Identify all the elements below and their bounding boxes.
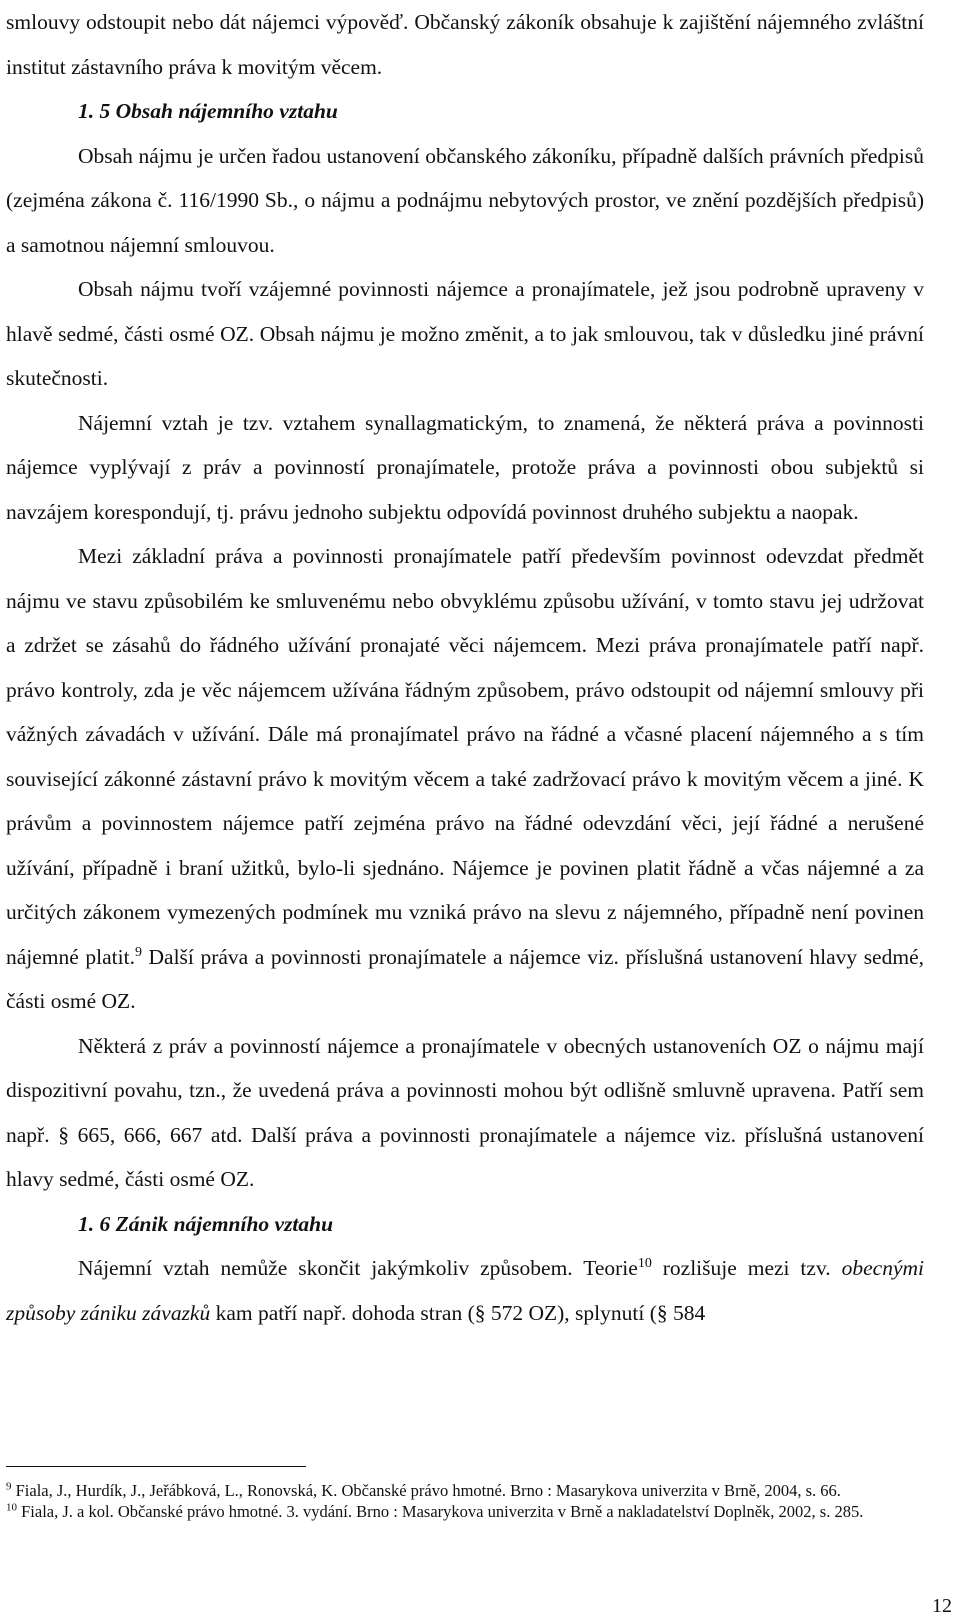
paragraph-termination: [6, 1246, 924, 1335]
footnote-separator: [6, 1466, 306, 1467]
emphasis-text: obecnými způsoby zániku závazků: [6, 1256, 924, 1325]
footnote-ref-9[interactable]: 9: [134, 944, 142, 960]
footnote-mark: 9: [6, 1480, 12, 1493]
paragraph-text: rozlišuje mezi tzv.: [651, 1256, 842, 1280]
paragraph-continuation: smlouvy odstoupit nebo dát nájemci výpověď. Občanský zákoník obsahuje k zajištění nájemného zvláštní institut zástavního práva k movitým věcem.: [6, 10, 924, 79]
paragraph-dispositive: Některá z práv a povinností nájemce a pronajímatele v obecných ustanoveních OZ o nájmu mají dispozitivní povahu, tzn., že uvedená práva a povinnosti mohou být odlišně smluvně upravena. Patří sem např. § 665, 666, 667 atd. Další práva a povinnosti pronajímatele a nájemce viz. příslušná ustanovení hlavy sedmé, části osmé OZ.: [6, 1033, 924, 1191]
page-body: [6, 0, 924, 1335]
paragraph-text: Nájemní vztah nemůže skončit jakýmkoliv způsobem. Teorie: [78, 1256, 638, 1280]
paragraph-text: Mezi základní práva a povinnosti pronajímatele patří především povinnost odevzdat předmět nájmu ve stavu způsobilém ke smluvenému nebo obvyklému způsobu užívání, v tomto stavu jej udržovat a zdržet se zásahů do řádného užívání pronajaté věci nájemcem. Mezi práva pronajímatele patří např. právo kontroly, zda je věc nájemcem užívána řádným způsobem, právo odstoupit od nájemní smlouvy při vážných závadách v užívání. Dále má pronajímatel právo na řádné a včasné placení nájemného a s tím související zákonné zástavní právo k movitým věcem a také zadržovací právo k movitým věcem a jiné. K právům a povinnostem nájemce patří zejména právo na řádné odevzdání věci, její řádné a nerušené užívání, případně i braní užitků, bylo-li sjednáno. Nájemce je povinen platit řádně a včas nájemné a za určitých zákonem vymezených podmínek mu vzniká právo na slevu z nájemného, případně není povinen nájemné platit.: [6, 544, 924, 969]
footnote-ref-10[interactable]: 10: [637, 1255, 652, 1271]
section-heading-1-5: 1. 5 Obsah nájemního vztahu: [78, 99, 338, 123]
footnote-10: [6, 1502, 924, 1523]
footnote-mark: 10: [6, 1501, 17, 1513]
page-number: 12: [932, 1595, 952, 1617]
footnote-9: [6, 1481, 924, 1502]
paragraph-lease-content: Obsah nájmu je určen řadou ustanovení občanského zákoníku, případně dalších právních předpisů (zejména zákona č. 116/1990 Sb., o nájmu a podnájmu nebytových prostor, ve znění pozdějších předpisů) a samotnou nájemní smlouvou.: [6, 143, 924, 257]
paragraph-text: kam patří např. dohoda stran (§ 572 OZ), splynutí (§ 584: [210, 1300, 706, 1325]
section-heading-1-6: 1. 6 Zánik nájemního vztahu: [78, 1211, 334, 1236]
paragraph-text: Další práva a povinnosti pronajímatele a nájemce viz. příslušná ustanovení hlavy sedmé, části osmé OZ.: [6, 944, 924, 1013]
footnote-text: Fiala, J., Hurdík, J., Jeřábková, L., Ronovská, K. Občanské právo hmotné. Brno : Masarykova univerzita v Brně, 2004, s. 66.: [11, 1481, 841, 1500]
paragraph-landlord-rights: [6, 534, 924, 1024]
footnotes: [6, 1481, 924, 1522]
paragraph-mutual-duties: Obsah nájmu tvoří vzájemné povinnosti nájemce a pronajímatele, jež jsou podrobně upraveny v hlavě sedmé, části osmé OZ. Obsah nájmu je možno změnit, a to jak smlouvou, tak v důsledku jiné právní skutečnosti.: [6, 277, 924, 390]
footnote-text: Fiala, J. a kol. Občanské právo hmotné. 3. vydání. Brno : Masarykova univerzita v Brně a nakladatelství Doplněk, 2002, s. 285.: [17, 1501, 864, 1521]
paragraph-synallagmatic: Nájemní vztah je tzv. vztahem synallagmatickým, to znamená, že některá práva a povinnosti nájemce vyplývají z práv a povinností pronajímatele, protože práva a povinnosti obou subjektů si navzájem korespondují, tj. právu jednoho subjektu odpovídá povinnost druhého subjektu a naopak.: [6, 410, 924, 524]
